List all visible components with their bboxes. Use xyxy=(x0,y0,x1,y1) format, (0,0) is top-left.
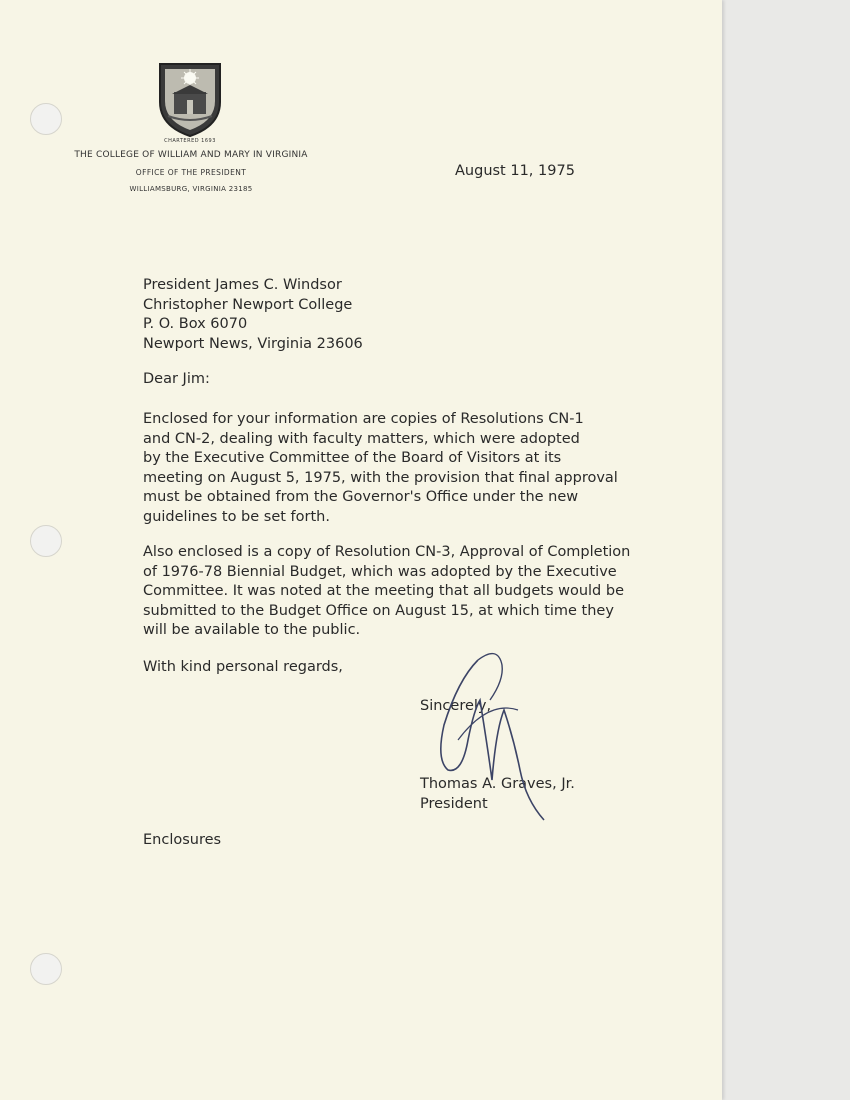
chartered-text: CHARTERED 1693 xyxy=(164,138,216,144)
paragraph-line: Enclosed for your information are copies of Resolutions CN-1 xyxy=(143,411,584,427)
punch-hole-bottom xyxy=(30,953,62,985)
recipient-line: Newport News, Virginia 23606 xyxy=(143,335,363,352)
sign-off: Sincerely, xyxy=(420,698,492,714)
recipient-line: Christopher Newport College xyxy=(143,296,353,313)
letterhead xyxy=(46,150,336,193)
college-seal-icon xyxy=(156,58,224,138)
office-name: OFFICE OF THE PRESIDENT xyxy=(135,168,247,177)
paragraph-line: Also enclosed is a copy of Resolution CN-3, Approval of Completion xyxy=(143,544,631,560)
paragraph-line: and CN-2, dealing with faculty matters, which were adopted xyxy=(143,430,580,447)
paragraph-line: by the Executive Committee of the Board of Visitors at its xyxy=(143,450,562,466)
enclosures-note: Enclosures xyxy=(143,832,222,848)
paragraph-line: guidelines to be set forth. xyxy=(143,508,330,525)
paragraph-line: will be available to the public. xyxy=(143,622,361,638)
punch-hole-middle xyxy=(30,525,62,557)
signer-title: President xyxy=(420,795,488,812)
recipient-line: P. O. Box 6070 xyxy=(143,316,248,332)
paragraph-line: of 1976-78 Biennial Budget, which was adopted by the Executive xyxy=(143,563,617,580)
paragraph-line: Committee. It was noted at the meeting that all budgets would be xyxy=(143,583,624,599)
paragraph-1 xyxy=(143,410,618,527)
paragraph-line: must be obtained from the Governor's Office under the new xyxy=(143,489,579,505)
recipient-address xyxy=(143,276,363,354)
college-name: THE COLLEGE OF WILLIAM AND MARY IN VIRGINIA xyxy=(74,150,308,160)
paragraph-line: submitted to the Budget Office on August 15, at which time they xyxy=(143,602,614,619)
letter-date: August 11, 1975 xyxy=(455,163,575,179)
closing-line: With kind personal regards, xyxy=(143,659,343,675)
punch-hole-top xyxy=(30,103,62,135)
salutation: Dear Jim: xyxy=(143,371,210,387)
signer-name: Thomas A. Graves, Jr. xyxy=(420,776,575,792)
paragraph-line: meeting on August 5, 1975, with the provision that final approval xyxy=(143,469,618,486)
recipient-line: President James C. Windsor xyxy=(143,277,342,293)
office-address: WILLIAMSBURG, VIRGINIA 23185 xyxy=(129,185,253,193)
paragraph-2 xyxy=(143,543,630,641)
handwritten-signature-icon xyxy=(418,640,558,830)
